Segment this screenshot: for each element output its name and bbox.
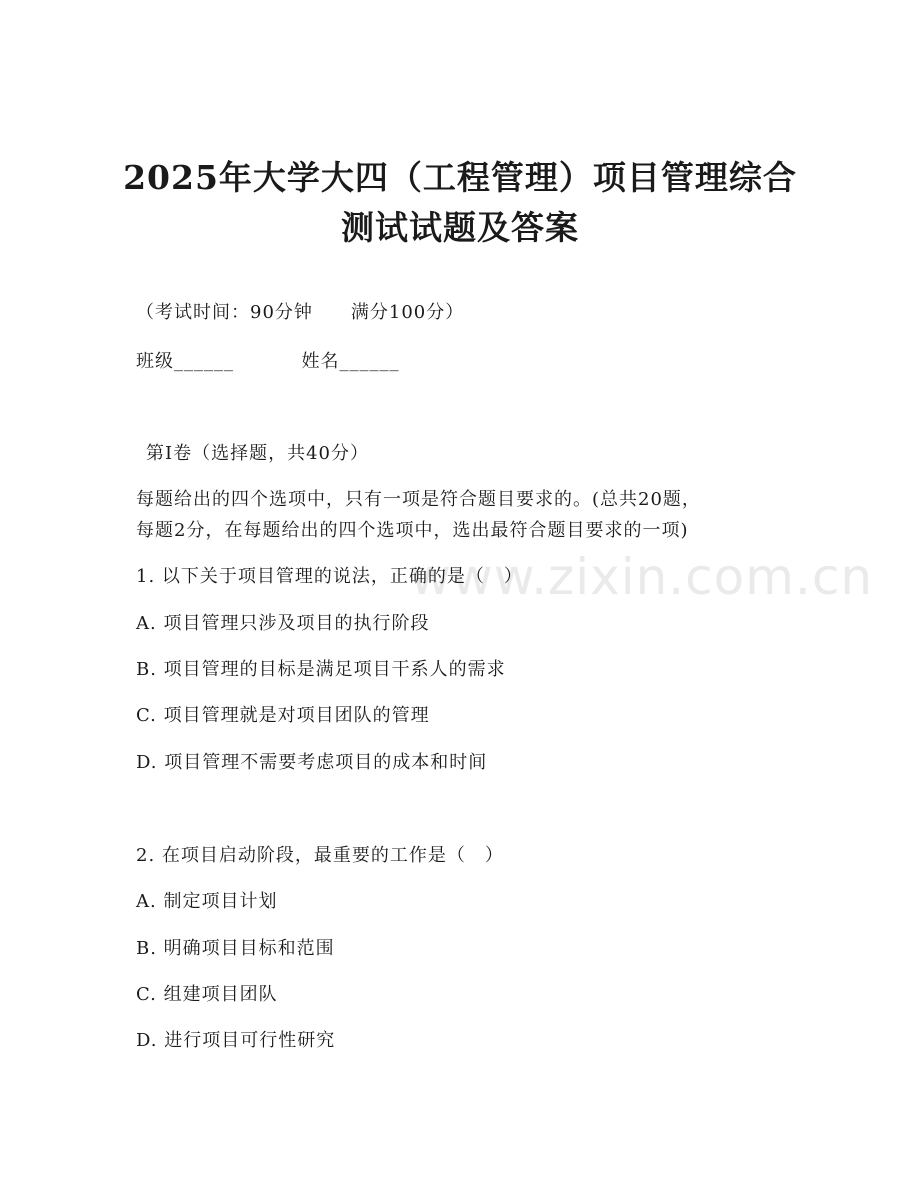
question-2-option-b: B. 明确项目目标和范围 — [136, 938, 335, 959]
instructions-line-1: 每题给出的四个选项中，只有一项是符合题目要求的。(总共20题， — [136, 489, 701, 510]
class-name-row — [136, 349, 399, 375]
question-1-option-d: D. 项目管理不需要考虑项目的成本和时间 — [136, 752, 488, 773]
question-2-option-c: C. 组建项目团队 — [136, 984, 278, 1005]
name-field-label: 姓名______ — [301, 351, 400, 372]
question-1-option-a: A. 项目管理只涉及项目的执行阶段 — [136, 613, 430, 634]
question-2-option-a: A. 制定项目计划 — [136, 891, 278, 912]
document-title-line-2: 测试试题及答案 — [341, 208, 579, 247]
question-1-option-b: B. 项目管理的目标是满足项目干系人的需求 — [136, 659, 506, 680]
section-title: 第Ⅰ卷（选择题，共40分） — [146, 443, 370, 464]
question-1-option-c: C. 项目管理就是对项目团队的管理 — [136, 705, 430, 726]
class-field-label: 班级______ — [136, 351, 234, 372]
watermark: www.zixin.com.cn — [410, 548, 874, 606]
question-2-option-d: D. 进行项目可行性研究 — [136, 1030, 336, 1051]
question-1-stem: 1. 以下关于项目管理的说法，正确的是（ ） — [136, 566, 523, 587]
exam-info: （考试时间：90分钟 满分100分） — [136, 302, 465, 323]
instructions-line-2: 每题2分，在每题给出的四个选项中，选出最符合题目要求的一项) — [136, 520, 689, 541]
question-2-stem: 2. 在项目启动阶段，最重要的工作是（ ） — [136, 845, 504, 866]
document-title-line-1: 2025年大学大四（工程管理）项目管理综合 — [123, 158, 797, 197]
